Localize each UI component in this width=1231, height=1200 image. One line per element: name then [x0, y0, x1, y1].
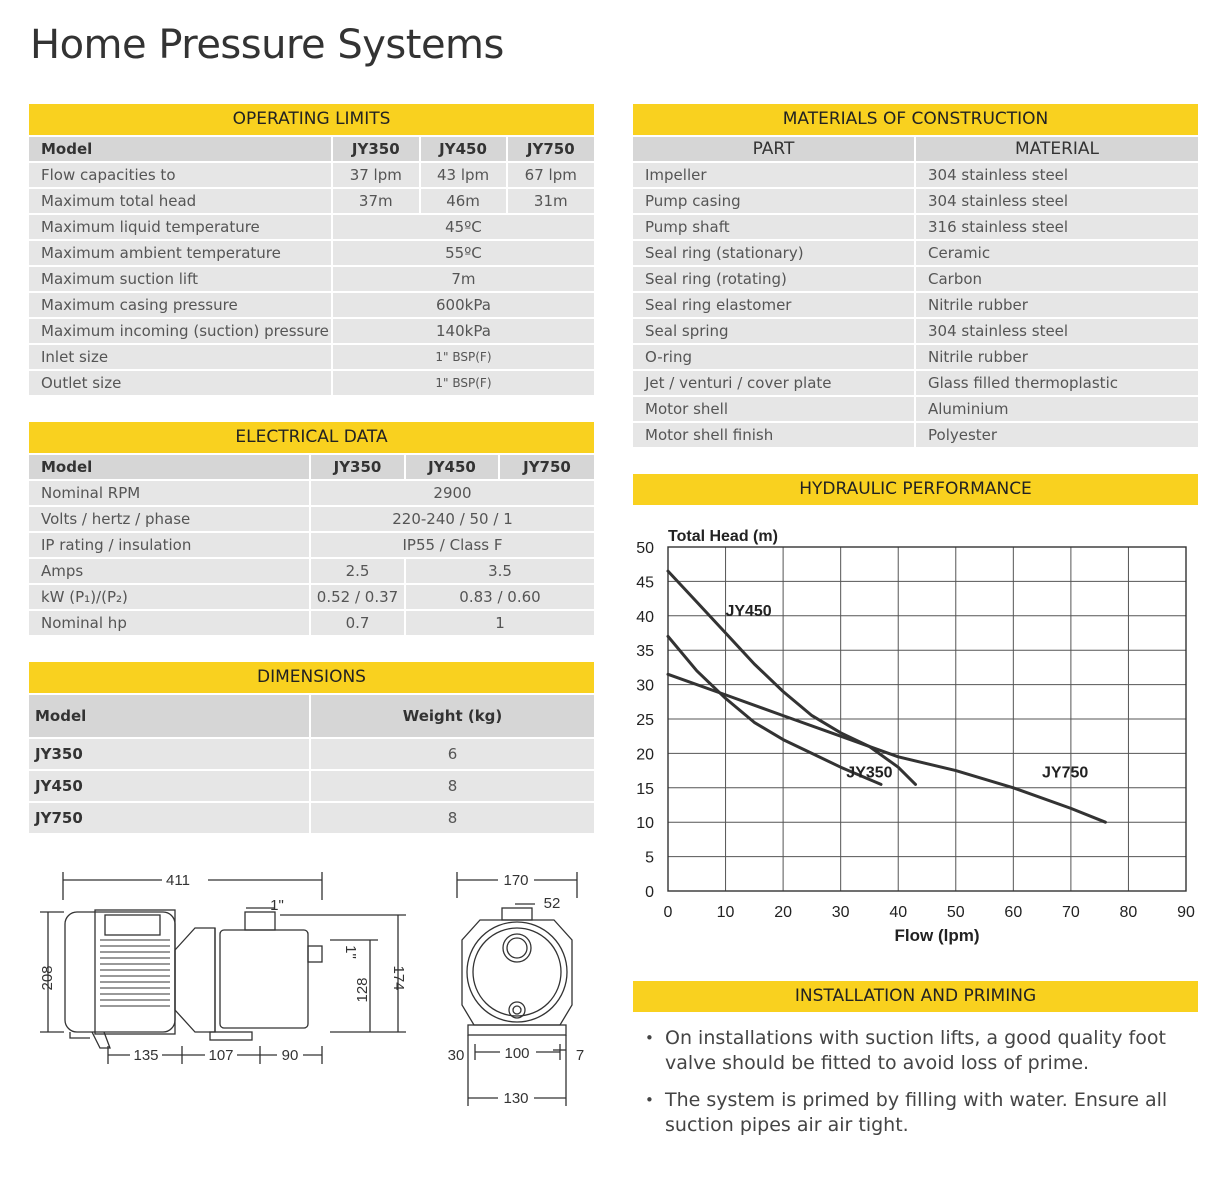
cell-value: 2900 — [311, 481, 594, 505]
electrical-data-header: ELECTRICAL DATA — [29, 422, 594, 453]
y-tick-label: 20 — [636, 746, 654, 764]
list-item: • On installations with suction lifts, a good quality foot valve should be fitted to avoid loss of prime. — [645, 1026, 1185, 1076]
x-axis-label: Flow (lpm) — [894, 926, 980, 945]
cell-value: 8 — [311, 771, 594, 801]
dim-front-left: 30 — [447, 1047, 465, 1064]
cell-value: 37m — [333, 189, 421, 213]
row-label: Maximum incoming (suction) pressure — [29, 319, 333, 343]
dim-base-1: 135 — [133, 1047, 159, 1064]
row-label: Nominal hp — [29, 611, 311, 635]
part-cell: Pump shaft — [633, 215, 916, 239]
table-row — [29, 803, 594, 833]
table-row — [633, 293, 1198, 317]
header-cell: JY350 — [311, 455, 406, 479]
cell-value: 1 — [406, 611, 594, 635]
row-label: Amps — [29, 559, 311, 583]
electrical-table — [29, 453, 594, 637]
row-label: Maximum ambient temperature — [29, 241, 333, 265]
table-header-row — [29, 455, 594, 479]
operating-limits-header: OPERATING LIMITS — [29, 104, 594, 135]
table-row — [29, 559, 594, 583]
cell-value: 1" BSP(F) — [333, 371, 594, 395]
y-tick-label: 5 — [645, 849, 654, 867]
materials-header: MATERIALS OF CONSTRUCTION — [633, 104, 1198, 135]
part-cell: Impeller — [633, 163, 916, 187]
cell-value: 37 lpm — [333, 163, 421, 187]
table-row — [29, 319, 594, 343]
series-line-jy350 — [668, 636, 881, 784]
row-label: Inlet size — [29, 345, 333, 369]
x-tick-label: 30 — [831, 904, 850, 921]
table-row — [29, 739, 594, 769]
table-row — [29, 585, 594, 609]
cell-value: 55ºC — [333, 241, 594, 265]
y-tick-label: 30 — [636, 677, 654, 695]
y-axis-label: Total Head (m) — [668, 528, 778, 545]
y-tick-label: 40 — [636, 608, 654, 626]
header-cell: Model — [29, 137, 333, 161]
table-row — [29, 215, 594, 239]
cell-value: 0.7 — [311, 611, 406, 635]
part-cell: Seal ring (stationary) — [633, 241, 916, 265]
dim-base-3: 90 — [281, 1047, 299, 1064]
dim-front-foot: 130 — [503, 1090, 529, 1107]
cell-value: 8 — [311, 803, 594, 833]
table-row — [633, 241, 1198, 265]
y-tick-label: 0 — [645, 884, 654, 901]
table-row — [633, 371, 1198, 395]
cell-value: 43 lpm — [421, 163, 508, 187]
series-label-jy750: JY750 — [1042, 764, 1089, 782]
table-row — [29, 345, 594, 369]
material-cell: Nitrile rubber — [916, 345, 1198, 369]
dim-pump-height: 128 — [354, 977, 371, 1003]
hydraulic-chart — [630, 520, 1210, 950]
table-row — [29, 267, 594, 291]
cell-value: 67 lpm — [508, 163, 594, 187]
cell-value: 45ºC — [333, 215, 594, 239]
row-label: JY450 — [29, 771, 311, 801]
row-label: Maximum suction lift — [29, 267, 333, 291]
part-cell: Seal ring (rotating) — [633, 267, 916, 291]
header-cell: PART — [633, 137, 916, 161]
dim-motor-height: 208 — [39, 965, 56, 991]
row-label: IP rating / insulation — [29, 533, 311, 557]
dim-outlet: 1" — [270, 897, 284, 914]
cell-value: 2.5 — [311, 559, 406, 583]
y-tick-label: 35 — [636, 643, 654, 661]
material-cell: Aluminium — [916, 397, 1198, 421]
row-label: Nominal RPM — [29, 481, 311, 505]
y-tick-label: 15 — [636, 780, 654, 798]
dimensions-table — [29, 693, 594, 835]
cell-value: 7m — [333, 267, 594, 291]
operating-limits-table — [29, 135, 594, 397]
cell-value: IP55 / Class F — [311, 533, 594, 557]
dim-front-width: 170 — [503, 872, 529, 889]
header-cell: Model — [29, 455, 311, 479]
material-cell: 316 stainless steel — [916, 215, 1198, 239]
dim-front-top: 52 — [543, 895, 561, 912]
header-cell: Weight (kg) — [311, 695, 594, 737]
material-cell: Carbon — [916, 267, 1198, 291]
part-cell: Seal spring — [633, 319, 916, 343]
x-tick-label: 70 — [1061, 904, 1080, 921]
table-row — [633, 345, 1198, 369]
table-row — [633, 397, 1198, 421]
row-label: Maximum total head — [29, 189, 333, 213]
cell-value: 1" BSP(F) — [333, 345, 594, 369]
table-row — [29, 771, 594, 801]
cell-value: 600kPa — [333, 293, 594, 317]
cell-value: 140kPa — [333, 319, 594, 343]
row-label: Flow capacities to — [29, 163, 333, 187]
x-tick-label: 50 — [946, 904, 965, 921]
x-tick-label: 10 — [716, 904, 735, 921]
part-cell: Motor shell finish — [633, 423, 916, 447]
material-cell: 304 stainless steel — [916, 319, 1198, 343]
table-row — [633, 163, 1198, 187]
row-label: JY350 — [29, 739, 311, 769]
header-cell: MATERIAL — [916, 137, 1198, 161]
table-row — [633, 189, 1198, 213]
cell-value: 6 — [311, 739, 594, 769]
header-cell: JY750 — [508, 137, 594, 161]
series-line-jy750 — [668, 674, 1105, 822]
dim-base-2: 107 — [208, 1047, 234, 1064]
list-item: • The system is primed by filling with water. Ensure all suction pipes air air tight. — [645, 1088, 1185, 1138]
row-label: JY750 — [29, 803, 311, 833]
y-tick-label: 25 — [636, 712, 654, 729]
part-cell: Jet / venturi / cover plate — [633, 371, 916, 395]
table-row — [633, 267, 1198, 291]
cell-value: 3.5 — [406, 559, 594, 583]
table-header-row — [633, 137, 1198, 161]
table-row — [633, 215, 1198, 239]
part-cell: Seal ring elastomer — [633, 293, 916, 317]
row-label: Volts / hertz / phase — [29, 507, 311, 531]
header-cell: JY350 — [333, 137, 421, 161]
cell-value: 46m — [421, 189, 508, 213]
y-tick-label: 50 — [636, 540, 654, 557]
header-cell: JY450 — [406, 455, 500, 479]
dim-overall-height: 174 — [390, 965, 407, 991]
part-cell: Pump casing — [633, 189, 916, 213]
y-tick-label: 10 — [636, 815, 654, 833]
x-tick-label: 60 — [1004, 904, 1023, 921]
table-row — [29, 371, 594, 395]
x-tick-label: 90 — [1177, 904, 1195, 921]
material-cell: Nitrile rubber — [916, 293, 1198, 317]
table-row — [633, 319, 1198, 343]
dim-inlet: 1" — [342, 945, 359, 959]
pump-front-view-drawing — [440, 860, 600, 1110]
table-row — [633, 423, 1198, 447]
series-label-jy450: JY450 — [725, 602, 772, 620]
table-row — [29, 481, 594, 505]
table-row — [29, 507, 594, 531]
part-cell: O-ring — [633, 345, 916, 369]
pump-side-view-drawing — [30, 860, 410, 1080]
part-cell: Motor shell — [633, 397, 916, 421]
material-cell: 304 stainless steel — [916, 189, 1198, 213]
x-tick-label: 40 — [889, 904, 908, 921]
cell-value: 220-240 / 50 / 1 — [311, 507, 594, 531]
material-cell: 304 stainless steel — [916, 163, 1198, 187]
table-header-row — [29, 137, 594, 161]
row-label: Maximum casing pressure — [29, 293, 333, 317]
cell-value: 31m — [508, 189, 594, 213]
table-row — [29, 189, 594, 213]
y-tick-label: 45 — [636, 574, 654, 592]
installation-list — [645, 1026, 1185, 1150]
material-cell: Glass filled thermoplastic — [916, 371, 1198, 395]
dim-front-right: 7 — [575, 1047, 585, 1064]
row-label: Maximum liquid temperature — [29, 215, 333, 239]
material-cell: Polyester — [916, 423, 1198, 447]
header-cell: JY450 — [421, 137, 508, 161]
cell-value: 0.83 / 0.60 — [406, 585, 594, 609]
cell-value: 0.52 / 0.37 — [311, 585, 406, 609]
table-row — [29, 163, 594, 187]
row-label: Outlet size — [29, 371, 333, 395]
dim-overall-length: 411 — [166, 872, 190, 889]
table-row — [29, 241, 594, 265]
series-label-jy350: JY350 — [846, 764, 893, 782]
material-cell: Ceramic — [916, 241, 1198, 265]
header-cell: Model — [29, 695, 311, 737]
header-cell: JY750 — [500, 455, 594, 479]
hydraulic-header: HYDRAULIC PERFORMANCE — [633, 474, 1198, 505]
x-tick-label: 0 — [663, 904, 673, 921]
row-label: kW (P₁)/(P₂) — [29, 585, 311, 609]
x-tick-label: 20 — [774, 904, 793, 921]
installation-header: INSTALLATION AND PRIMING — [633, 981, 1198, 1012]
x-tick-label: 80 — [1119, 904, 1138, 921]
table-row — [29, 533, 594, 557]
table-row — [29, 611, 594, 635]
dimensions-header: DIMENSIONS — [29, 662, 594, 693]
page-title: Home Pressure Systems — [30, 22, 504, 68]
materials-table — [633, 135, 1198, 449]
table-row — [29, 293, 594, 317]
table-header-row — [29, 695, 594, 737]
dim-front-base: 100 — [504, 1045, 530, 1062]
